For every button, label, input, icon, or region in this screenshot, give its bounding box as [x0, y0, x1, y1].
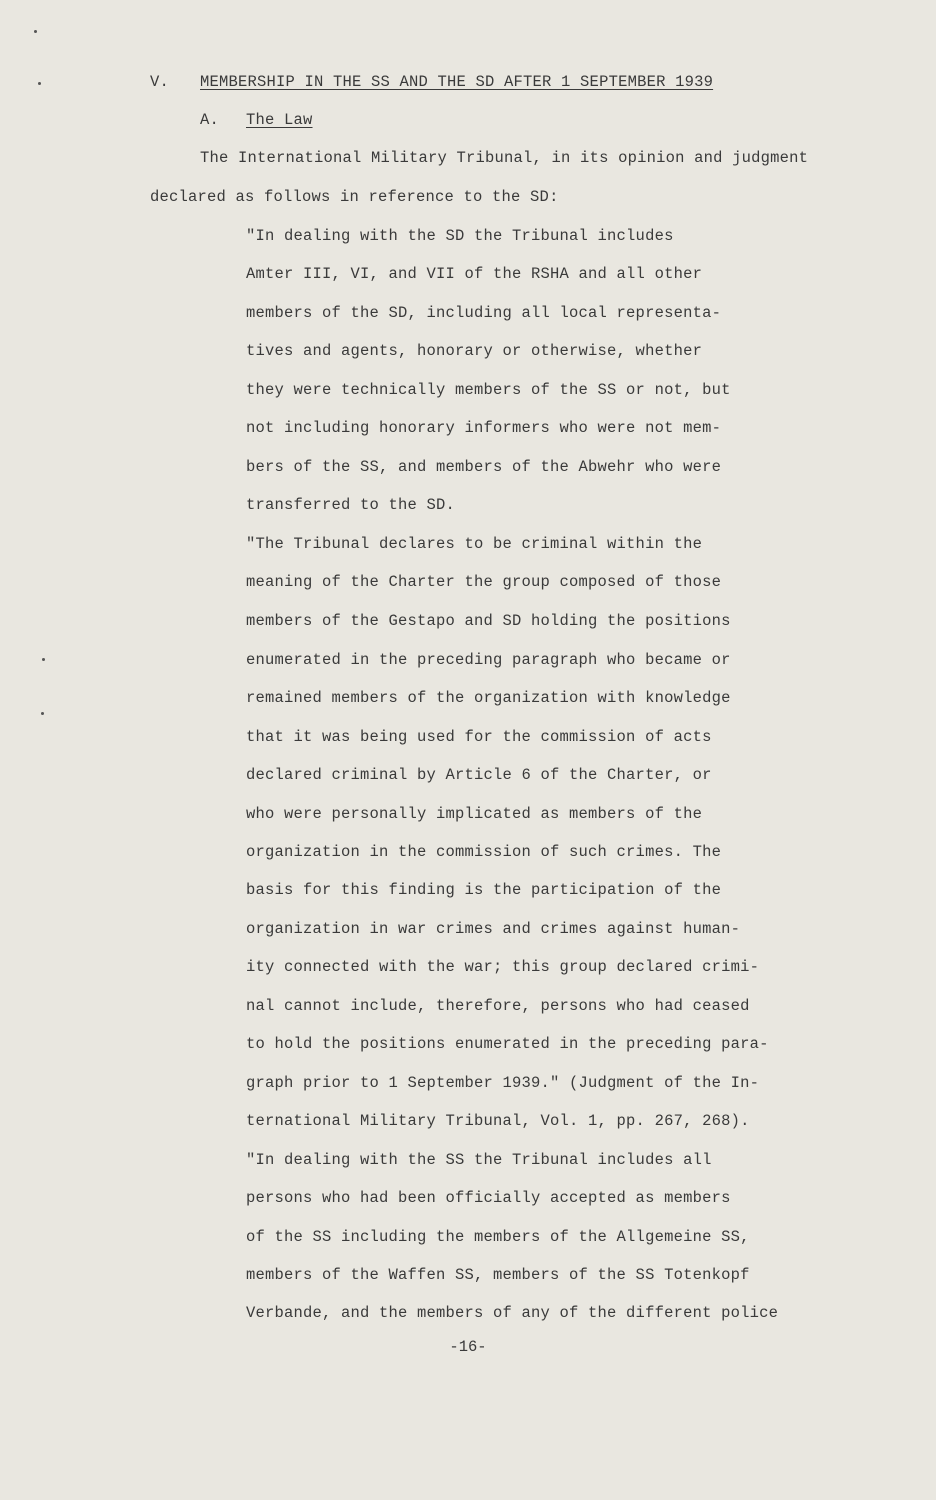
section-number: V. [150, 73, 170, 91]
intro-line: The International Military Tribunal, in its opinion and judgment [200, 149, 809, 167]
quote-line: bers of the SS, and members of the Abwehr who were [246, 458, 722, 476]
quote-line: organization in war crimes and crimes against human- [246, 920, 741, 938]
quote-line: "In dealing with the SS the Tribunal includes all [246, 1151, 712, 1169]
quote-line: persons who had been officially accepted as members [246, 1189, 731, 1207]
quote-line: basis for this finding is the participation of the [246, 881, 722, 899]
quote-line: not including honorary informers who were not mem- [246, 419, 722, 437]
quote-line: that it was being used for the commission of acts [246, 728, 712, 746]
intro-line: declared as follows in reference to the SD: [150, 188, 559, 206]
quote-line: they were technically members of the SS or not, but [246, 381, 731, 399]
punch-mark [38, 82, 41, 85]
punch-mark [41, 712, 44, 715]
quote-line: meaning of the Charter the group composed of those [246, 573, 722, 591]
quote-line: ternational Military Tribunal, Vol. 1, pp. 267, 268). [246, 1112, 750, 1130]
quote-line: ity connected with the war; this group declared crimi- [246, 958, 760, 976]
quote-line: members of the Waffen SS, members of the SS Totenkopf [246, 1266, 750, 1284]
quote-line: members of the SD, including all local representa- [246, 304, 722, 322]
section-heading: MEMBERSHIP IN THE SS AND THE SD AFTER 1 SEPTEMBER 1939 [200, 73, 714, 91]
quote-line: to hold the positions enumerated in the preceding para- [246, 1035, 769, 1053]
quote-line: declared criminal by Article 6 of the Charter, or [246, 766, 712, 784]
subsection-heading: The Law [246, 111, 313, 129]
quote-line: organization in the commission of such crimes. The [246, 843, 722, 861]
quote-line: Amter III, VI, and VII of the RSHA and all other [246, 265, 703, 283]
quote-line: transferred to the SD. [246, 496, 456, 514]
quote-line: "The Tribunal declares to be criminal within the [246, 535, 703, 553]
quote-line: "In dealing with the SD the Tribunal includes [246, 227, 674, 245]
quote-line: Verbande, and the members of any of the different police [246, 1304, 779, 1322]
quote-line: graph prior to 1 September 1939." (Judgment of the In- [246, 1074, 760, 1092]
subsection-letter: A. [200, 111, 220, 129]
punch-mark [34, 30, 37, 33]
quote-line: enumerated in the preceding paragraph who became or [246, 651, 731, 669]
quote-line: nal cannot include, therefore, persons who had ceased [246, 997, 750, 1015]
quote-line: who were personally implicated as members of the [246, 805, 703, 823]
punch-mark [42, 658, 45, 661]
quote-line: remained members of the organization with knowledge [246, 689, 731, 707]
quote-line: members of the Gestapo and SD holding the positions [246, 612, 731, 630]
quote-line: of the SS including the members of the Allgemeine SS, [246, 1228, 750, 1246]
page-number: -16- [449, 1338, 487, 1356]
quote-line: tives and agents, honorary or otherwise, whether [246, 342, 703, 360]
